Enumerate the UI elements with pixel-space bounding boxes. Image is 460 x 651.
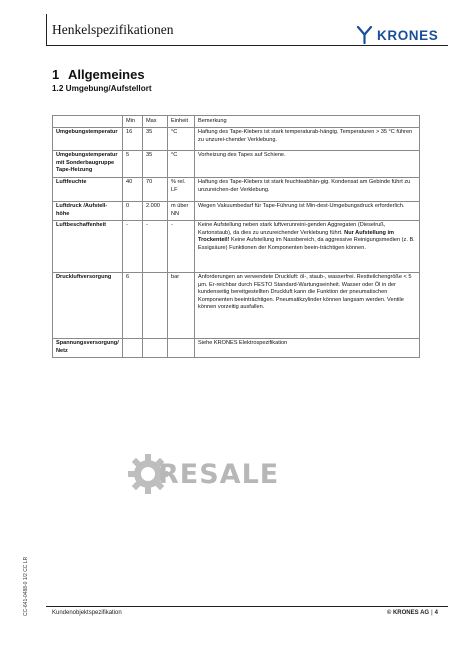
row-remark: Wegen Vakuumbedarf für Tape-Führung ist Min-dest-Umgebungsdruck erforderlich.	[195, 201, 420, 220]
header-cell-remark: Bemerkung	[195, 116, 420, 128]
section-number: 1	[52, 67, 60, 82]
table-header-row	[53, 116, 420, 128]
row-max: -	[143, 220, 168, 272]
page-header-title: Henkelspezifikationen	[52, 22, 174, 37]
row-remark: Vorheizung des Tapes auf Schiene.	[195, 150, 420, 177]
header-rule	[46, 45, 448, 46]
row-parameter: Umgebungstemperatur	[53, 127, 123, 150]
table-row	[53, 272, 420, 338]
row-remark: Haftung des Tape-Klebers ist stark temperaturab-hängig. Temperaturen > 35 °C führen zu unzurei-chender Verklebung.	[195, 127, 420, 150]
remark-emphasis: Nur Aufstellung im Trockenteil!	[198, 229, 394, 244]
krones-logo	[356, 26, 438, 44]
table-row	[53, 150, 420, 177]
row-max	[143, 338, 168, 357]
row-min: 6	[123, 272, 143, 338]
row-min: 0	[123, 201, 143, 220]
row-unit: bar	[168, 272, 195, 338]
row-min	[123, 338, 143, 357]
remark-text: Keine Aufstellung im Nassbereich, da aggressive Reinigungsmedien (z. B. Essigsäure) Funktionen der Komponenten beein-trächtigen können.	[198, 237, 415, 251]
row-max: 35	[143, 127, 168, 150]
row-min: -	[123, 220, 143, 272]
row-max	[143, 272, 168, 338]
footer-brand: © KRONES AG	[386, 610, 430, 616]
row-parameter: Luftbeschaffenheit	[53, 220, 123, 272]
row-min: 40	[123, 177, 143, 201]
row-unit: °C	[168, 127, 195, 150]
table-row	[53, 201, 420, 220]
footer-separator: |	[431, 610, 433, 616]
row-parameter: Umgebungstemperatur mit Sonderbaugruppe Tape-Heizung	[53, 150, 123, 177]
table-row	[53, 127, 420, 150]
remark-text: Keine Aufstellung neben stark luftverunreini-genden Aggregaten (Dieselruß, Kartonstaub), da dies zu unzureichender Verklebung führt.	[198, 222, 386, 236]
watermark-text: RESALE	[158, 458, 280, 490]
row-unit: m über NN	[168, 201, 195, 220]
row-unit: -	[168, 220, 195, 272]
row-min: 5	[123, 150, 143, 177]
logo-wordmark: KRONES	[377, 27, 439, 43]
row-min: 16	[123, 127, 143, 150]
row-parameter: Spannungsversorgung/ Netz	[53, 338, 123, 357]
header-cell-unit: Einheit	[168, 116, 195, 128]
header-cell-parameter	[53, 116, 123, 128]
row-remark: Siehe KRONES Elektrospezifikation	[195, 338, 420, 357]
row-unit: °C	[168, 150, 195, 177]
row-parameter: Luftfeuchte	[53, 177, 123, 201]
header-cell-max: Max	[143, 116, 168, 128]
row-unit: % rel. LF	[168, 177, 195, 201]
environment-spec-table	[52, 115, 420, 358]
section-heading	[52, 67, 145, 82]
page-number: 4	[434, 610, 438, 616]
resale-watermark	[126, 452, 279, 496]
section-title: Allgemeines	[68, 67, 145, 82]
footer-copyright	[387, 610, 438, 616]
document-code: CC-641-0488-0 1/2 CC LR	[23, 556, 29, 616]
row-max: 70	[143, 177, 168, 201]
row-remark: Haftung des Tape-Klebers ist stark feuchteabhän-gig. Kondensat am Gebinde führt zu unzureichen-der Verklebung.	[195, 177, 420, 201]
row-max: 2.000	[143, 201, 168, 220]
row-remark	[195, 220, 420, 272]
footer-rule	[46, 606, 448, 607]
row-max: 35	[143, 150, 168, 177]
table-row	[53, 177, 420, 201]
row-unit	[168, 338, 195, 357]
row-parameter: Luftdruck /Aufstell-höhe	[53, 201, 123, 220]
table-row	[53, 220, 420, 272]
table-row	[53, 338, 420, 357]
row-remark: Anforderungen an verwendete Druckluft: öl-, staub-, wasserfrei. Restteilchengröße < 5 µm. Er-reichbar durch FESTO Standard-Wartungseinheit. Wasser oder Öl in der kundenseitig bereitgestellten Druckluft kann die Funktion der pneumatischen Komponenten beeinträchtigen. Pneumatikzylinder können langsam werden. Ventile können vorzeitig ausfallen.	[195, 272, 420, 338]
row-parameter: Druckluftversorgung	[53, 272, 123, 338]
subsection-heading: 1.2 Umgebung/Aufstellort	[52, 84, 152, 93]
header-left-rule	[46, 14, 47, 46]
header-cell-min: Min	[123, 116, 143, 128]
footer-document-type: Kundenobjektspezifikation	[52, 610, 122, 616]
krones-logo-icon	[356, 26, 373, 44]
